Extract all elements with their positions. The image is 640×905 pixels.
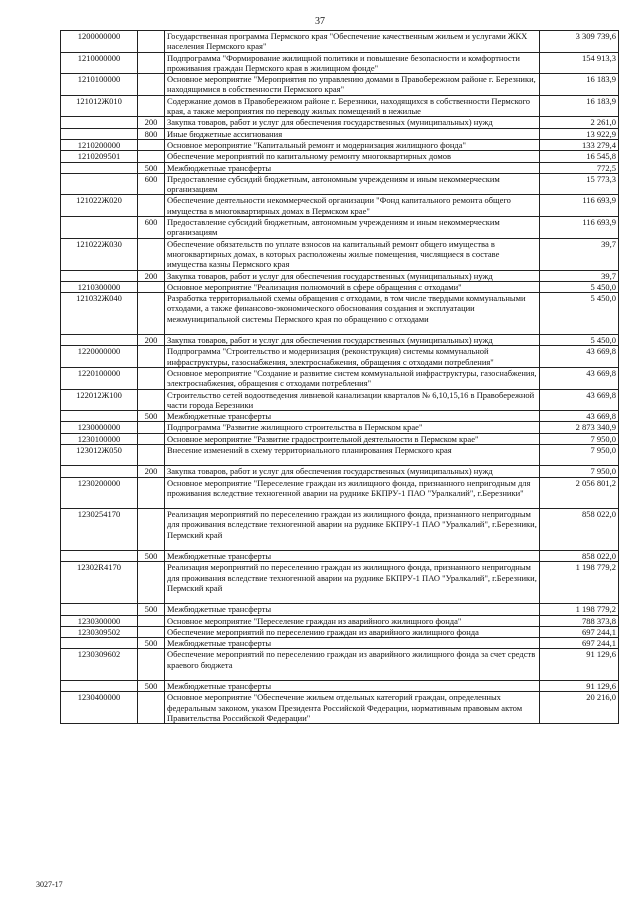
table-row (61, 444, 619, 465)
table-row (61, 217, 619, 239)
table-row (61, 281, 619, 292)
row-expense-type (138, 562, 165, 604)
row-code: 1210209501 (61, 151, 138, 162)
table-row (61, 74, 619, 96)
row-code (61, 335, 138, 346)
row-expense-type: 200 (138, 117, 165, 128)
row-sum: 16 183,9 (540, 74, 619, 96)
row-code: 1210300000 (61, 281, 138, 292)
row-sum: 39,7 (540, 238, 619, 270)
row-name: Основное мероприятие "Переселение граждан из жилищного фонда, признанного непригодным для проживания вследствие техногенной аварии на руднике БКПРУ-1 ПАО "Уралкалий", г.Березники" (165, 477, 540, 509)
row-name: Предоставление субсидий бюджетным, автономным учреждениям и иным некоммерческим организациям (165, 173, 540, 195)
row-code: 1230254170 (61, 509, 138, 551)
table-row (61, 151, 619, 162)
row-expense-type: 500 (138, 411, 165, 422)
page-number: 37 (315, 16, 325, 27)
row-name: Основное мероприятие "Капитальный ремонт и модернизация жилищного фонда" (165, 139, 540, 150)
row-code: 1210000000 (61, 52, 138, 74)
row-code: 1230400000 (61, 692, 138, 724)
row-sum: 16 545,8 (540, 151, 619, 162)
row-sum: 43 669,8 (540, 346, 619, 368)
row-code: 121022Ж020 (61, 195, 138, 217)
table-row (61, 509, 619, 551)
row-expense-type: 600 (138, 217, 165, 239)
row-sum: 7 950,0 (540, 444, 619, 465)
row-expense-type (138, 433, 165, 444)
row-sum: 20 216,0 (540, 692, 619, 724)
row-sum: 154 913,3 (540, 52, 619, 74)
row-code (61, 217, 138, 239)
row-sum: 91 129,6 (540, 649, 619, 681)
row-sum: 39,7 (540, 270, 619, 281)
table-row (61, 52, 619, 74)
table-row (61, 551, 619, 562)
row-expense-type: 500 (138, 162, 165, 173)
row-code: 12302R4170 (61, 562, 138, 604)
table-row (61, 626, 619, 637)
row-code (61, 173, 138, 195)
row-expense-type (138, 293, 165, 335)
row-name: Закупка товаров, работ и услуг для обеспечения государственных (муниципальных) нужд (165, 335, 540, 346)
row-name: Основное мероприятие "Развитие градостроительной деятельности в Пермском крае" (165, 433, 540, 444)
table-row (61, 477, 619, 509)
row-name: Обеспечение мероприятий по переселению граждан из аварийного жилищного фонда за счет средств краевого бюджета (165, 649, 540, 681)
row-name: Подпрограмма "Формирование жилищной политики и повышение безопасности и комфортности проживания граждан Пермского края в жилищном фонде" (165, 52, 540, 74)
row-sum: 1 198 779,2 (540, 562, 619, 604)
row-name: Основное мероприятие "Мероприятия по управлению домами в Правобережном районе г. Березники, находящимися в собственности Пермского края" (165, 74, 540, 96)
row-sum: 788 373,8 (540, 615, 619, 626)
row-expense-type: 200 (138, 270, 165, 281)
row-expense-type (138, 477, 165, 509)
row-code: 1230300000 (61, 615, 138, 626)
table-row (61, 238, 619, 270)
row-sum: 13 922,9 (540, 128, 619, 139)
row-sum: 116 693,9 (540, 195, 619, 217)
row-code (61, 638, 138, 649)
budget-table (60, 30, 619, 724)
table-row (61, 195, 619, 217)
row-name: Предоставление субсидий бюджетным, автономным учреждениям и иным некоммерческим организациям (165, 217, 540, 239)
row-sum: 858 022,0 (540, 551, 619, 562)
table-row (61, 433, 619, 444)
row-expense-type: 500 (138, 681, 165, 692)
row-sum: 772,5 (540, 162, 619, 173)
row-code: 1230200000 (61, 477, 138, 509)
row-sum: 858 022,0 (540, 509, 619, 551)
row-name: Иные бюджетные ассигнования (165, 128, 540, 139)
table-row (61, 173, 619, 195)
row-name: Обеспечение обязательств по уплате взносов на капитальный ремонт общего имущества в многоквартирных домах, в которых расположены жилые помещения, числящиеся в составе имущества казны Пермского края (165, 238, 540, 270)
row-expense-type (138, 346, 165, 368)
row-sum: 116 693,9 (540, 217, 619, 239)
table-row (61, 649, 619, 681)
row-code: 1220100000 (61, 367, 138, 389)
row-expense-type (138, 444, 165, 465)
row-expense-type (138, 195, 165, 217)
table-row (61, 95, 619, 117)
row-expense-type: 600 (138, 173, 165, 195)
row-name: Межбюджетные трансферты (165, 681, 540, 692)
footer-code: 3027-17 (36, 880, 63, 889)
row-code: 123012Ж050 (61, 444, 138, 465)
row-code: 121032Ж040 (61, 293, 138, 335)
row-name: Строительство сетей водоотведения ливневой канализации кварталов № 6,10,15,16 в Правобережной части города Березники (165, 389, 540, 411)
row-name: Основное мероприятие "Обеспечение жильем отдельных категорий граждан, определенных федеральным законом, указом Президента Российской Федерации, нормативным правовым актом Правительства Российской Федерации" (165, 692, 540, 724)
table-row (61, 692, 619, 724)
row-name: Реализация мероприятий по переселению граждан из жилищного фонда, признанного непригодным для проживания вследствие техногенной аварии на руднике БКПРУ-1 ПАО "Уралкалий", г.Березники, Пермский край (165, 562, 540, 604)
row-expense-type: 500 (138, 638, 165, 649)
row-sum: 5 450,0 (540, 281, 619, 292)
table-row (61, 615, 619, 626)
table-row (61, 389, 619, 411)
row-expense-type: 200 (138, 335, 165, 346)
row-sum: 43 669,8 (540, 389, 619, 411)
row-sum: 7 950,0 (540, 433, 619, 444)
row-name: Основное мероприятие "Создание и развитие систем коммунальной инфраструктуры, газоснабжения, электроснабжения, обращения с отходами потребления" (165, 367, 540, 389)
row-sum: 2 873 340,9 (540, 422, 619, 433)
row-expense-type (138, 367, 165, 389)
row-expense-type (138, 692, 165, 724)
table-row (61, 466, 619, 477)
row-sum: 2 056 801,2 (540, 477, 619, 509)
table-row (61, 604, 619, 615)
row-expense-type: 800 (138, 128, 165, 139)
row-name: Межбюджетные трансферты (165, 411, 540, 422)
row-code (61, 551, 138, 562)
row-name: Закупка товаров, работ и услуг для обеспечения государственных (муниципальных) нужд (165, 466, 540, 477)
row-sum: 3 309 739,6 (540, 31, 619, 53)
row-code: 1230100000 (61, 433, 138, 444)
row-code: 1230000000 (61, 422, 138, 433)
row-code: 1230309602 (61, 649, 138, 681)
table-row (61, 139, 619, 150)
row-expense-type: 200 (138, 466, 165, 477)
row-code (61, 117, 138, 128)
table-row (61, 562, 619, 604)
row-name: Подпрограмма "Строительство и модернизация (реконструкция) системы коммунальной инфраструктуры, газоснабжения, электроснабжения, обращения с отходами потребления" (165, 346, 540, 368)
row-expense-type (138, 389, 165, 411)
table-row (61, 293, 619, 335)
row-name: Закупка товаров, работ и услуг для обеспечения государственных (муниципальных) нужд (165, 117, 540, 128)
row-code (61, 162, 138, 173)
row-name: Межбюджетные трансферты (165, 604, 540, 615)
row-expense-type (138, 281, 165, 292)
row-code: 1200000000 (61, 31, 138, 53)
row-name: Обеспечение мероприятий по капитальному ремонту многоквартирных домов (165, 151, 540, 162)
row-name: Основное мероприятие "Переселение граждан из аварийного жилищного фонда" (165, 615, 540, 626)
row-sum: 5 450,0 (540, 335, 619, 346)
table-row (61, 162, 619, 173)
table-row (61, 128, 619, 139)
table-row (61, 335, 619, 346)
row-sum: 697 244,1 (540, 626, 619, 637)
row-sum: 43 669,8 (540, 367, 619, 389)
row-sum: 7 950,0 (540, 466, 619, 477)
row-sum: 15 773,3 (540, 173, 619, 195)
row-code (61, 466, 138, 477)
row-name: Разработка территориальной схемы обращения с отходами, в том числе твердыми коммунальными отходами, а также финансово-экономического обоснования создания и эксплуатации межмуниципальной системы Пермского края по обращению с отходами (165, 293, 540, 335)
row-code: 1220000000 (61, 346, 138, 368)
row-code (61, 270, 138, 281)
row-name: Межбюджетные трансферты (165, 162, 540, 173)
row-name: Содержание домов в Правобережном районе г. Березники, находящихся в собственности Пермского края, а также мероприятия по переводу жилых помещений в нежилые (165, 95, 540, 117)
row-code: 1210200000 (61, 139, 138, 150)
row-code (61, 604, 138, 615)
row-code (61, 681, 138, 692)
row-expense-type (138, 74, 165, 96)
row-code: 121012Ж010 (61, 95, 138, 117)
row-name: Государственная программа Пермского края "Обеспечение качественным жильем и услугами ЖКХ населения Пермского края" (165, 31, 540, 53)
row-name: Подпрограмма "Развитие жилищного строительства в Пермском крае" (165, 422, 540, 433)
row-code (61, 411, 138, 422)
row-name: Реализация мероприятий по переселению граждан из жилищного фонда, признанного непригодным для проживания вследствие техногенной аварии на руднике БКПРУ-1 ПАО "Уралкалий", г.Березники, Пермский край (165, 509, 540, 551)
row-name: Межбюджетные трансферты (165, 551, 540, 562)
row-sum: 5 450,0 (540, 293, 619, 335)
row-sum: 1 198 779,2 (540, 604, 619, 615)
row-expense-type: 500 (138, 551, 165, 562)
row-expense-type (138, 626, 165, 637)
row-sum: 133 279,4 (540, 139, 619, 150)
row-sum: 16 183,9 (540, 95, 619, 117)
row-name: Основное мероприятие "Реализация полномочий в сфере обращения с отходами" (165, 281, 540, 292)
row-expense-type: 500 (138, 604, 165, 615)
row-expense-type (138, 615, 165, 626)
table-row (61, 270, 619, 281)
table-row (61, 411, 619, 422)
table-row (61, 346, 619, 368)
row-sum: 2 261,0 (540, 117, 619, 128)
budget-table-body (61, 31, 619, 724)
table-row (61, 31, 619, 53)
row-sum: 697 244,1 (540, 638, 619, 649)
row-name: Внесение изменений в схему территориального планирования Пермского края (165, 444, 540, 465)
row-name: Закупка товаров, работ и услуг для обеспечения государственных (муниципальных) нужд (165, 270, 540, 281)
table-row (61, 422, 619, 433)
row-code (61, 128, 138, 139)
row-name: Межбюджетные трансферты (165, 638, 540, 649)
row-code: 122012Ж100 (61, 389, 138, 411)
row-expense-type (138, 139, 165, 150)
row-name: Обеспечение деятельности некоммерческой организации "Фонд капитального ремонта общего имущества в многоквартирных домах в Пермском крае" (165, 195, 540, 217)
row-code: 1210100000 (61, 74, 138, 96)
row-expense-type (138, 95, 165, 117)
row-expense-type (138, 31, 165, 53)
row-expense-type (138, 151, 165, 162)
row-expense-type (138, 52, 165, 74)
table-row (61, 681, 619, 692)
row-expense-type (138, 238, 165, 270)
row-expense-type (138, 509, 165, 551)
row-name: Обеспечение мероприятий по переселению граждан из аварийного жилищного фонда (165, 626, 540, 637)
row-expense-type (138, 422, 165, 433)
row-sum: 43 669,8 (540, 411, 619, 422)
table-row (61, 367, 619, 389)
table-row (61, 117, 619, 128)
table-row (61, 638, 619, 649)
row-code: 121022Ж030 (61, 238, 138, 270)
row-code: 1230309502 (61, 626, 138, 637)
row-expense-type (138, 649, 165, 681)
row-sum: 91 129,6 (540, 681, 619, 692)
